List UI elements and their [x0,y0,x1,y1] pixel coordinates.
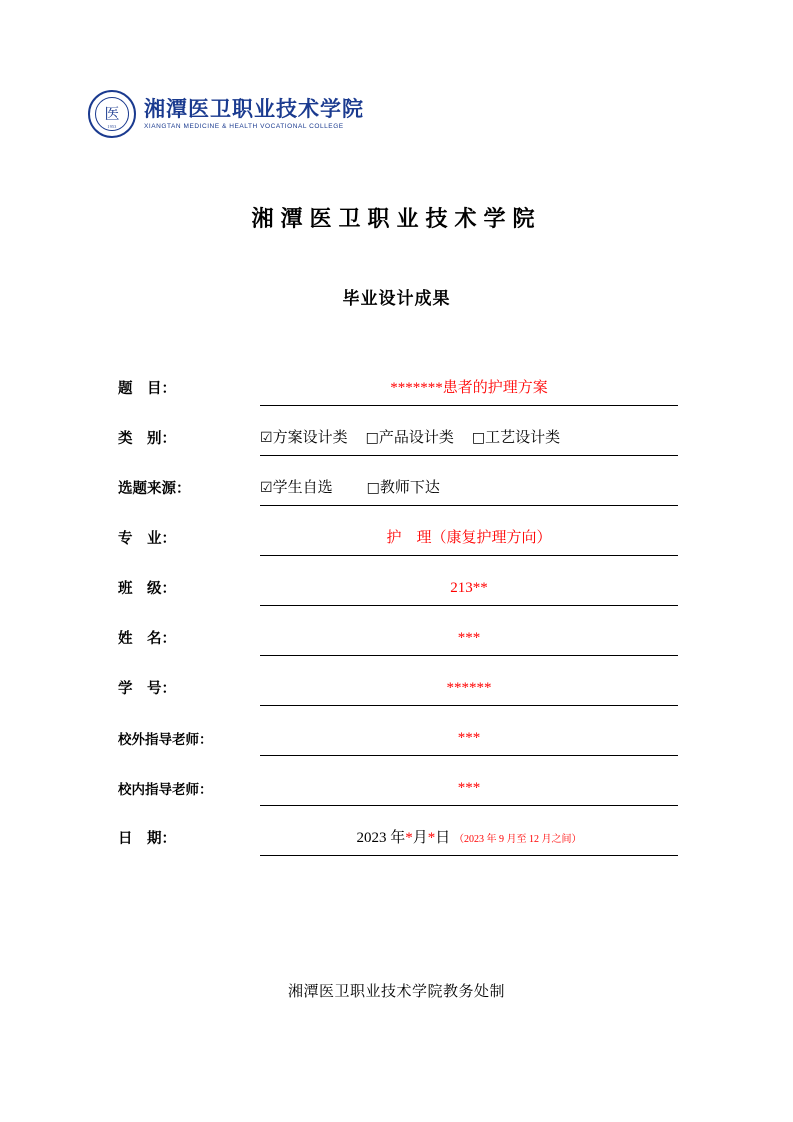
date-note: （2023 年 9 月至 12 月之间） [454,834,582,845]
field-date[interactable] [260,828,678,856]
footer-issuer: 湘潭医卫职业技术学院教务处制 [287,984,505,1000]
category-checkbox-group [260,428,678,449]
date-month-label: 月 [412,830,428,846]
field-major[interactable] [260,528,678,556]
label-title: 题 目： [118,381,176,397]
logo-text [144,97,364,130]
label-internal-advisor: 校内指导老师： [118,782,213,797]
field-student-id-value: ****** [446,680,492,696]
field-title[interactable] [260,378,678,406]
field-student-id[interactable] [260,678,678,706]
form-row-internal-advisor [118,756,678,806]
form-row-source [118,456,678,506]
checkbox-student-choice-label: 学生自选 [272,480,333,496]
checkbox-teacher-assigned[interactable] [367,478,440,499]
checkbox-product-design-box: □ [365,430,379,446]
checkbox-scheme-design-box: ☑ [260,430,273,446]
checkbox-process-design[interactable] [472,428,560,449]
label-name: 姓 名： [118,631,176,647]
form-row-major [118,506,678,556]
form-row-title [118,356,678,406]
checkbox-student-choice[interactable] [260,478,333,499]
form-row-student-id [118,656,678,706]
source-checkbox-group [260,478,678,499]
checkbox-product-design[interactable] [366,428,454,449]
checkbox-process-design-box: □ [471,430,486,446]
form-row-category [118,406,678,456]
seal-year: 1953 [107,124,117,129]
label-class: 班 级： [118,581,176,597]
page-title: 湘潭医卫职业技术学院 [251,206,542,231]
seal-glyph: 医 [104,104,120,123]
label-external-advisor: 校外指导老师： [118,732,213,747]
date-day-star: * [427,830,436,846]
label-source: 选题来源： [118,481,191,497]
logo-name-cn: 湘潭医卫职业技术学院 [144,96,364,122]
date-day-label: 日 [435,830,451,846]
form-row-class [118,556,678,606]
field-class[interactable] [260,578,678,606]
college-seal-icon [88,90,136,138]
checkbox-process-design-label: 工艺设计类 [485,430,561,446]
field-class-value: 213** [450,580,488,596]
field-internal-advisor-value: *** [457,780,481,796]
field-title-value: *******患者的护理方案 [390,380,548,396]
form-row-date [118,806,678,856]
checkbox-scheme-design[interactable] [260,428,348,449]
label-student-id: 学 号： [118,681,176,697]
checkbox-scheme-design-label: 方案设计类 [272,430,348,446]
logo-name-en: XIANGTAN MEDICINE & HEALTH VOCATIONAL COLLEGE [144,123,344,131]
document-subtitle: 毕业设计成果 [342,289,451,308]
checkbox-product-design-label: 产品设计类 [378,430,454,446]
checkbox-teacher-assigned-label: 教师下达 [379,480,440,496]
form-row-name [118,606,678,656]
field-name-value: *** [457,630,481,646]
field-internal-advisor[interactable] [260,778,678,806]
label-major: 专 业： [118,531,176,547]
field-external-advisor[interactable] [260,728,678,756]
form-row-external-advisor [118,706,678,756]
cover-form [118,356,678,856]
field-external-advisor-value: *** [457,730,481,746]
field-category[interactable] [260,428,678,456]
field-major-value: 护 理（康复护理方向） [386,530,552,546]
date-month-star: * [405,830,413,846]
field-name[interactable] [260,628,678,656]
label-category: 类 别： [118,431,176,447]
college-logo [88,88,364,140]
date-year: 2023 年 [356,830,406,846]
field-source[interactable] [260,478,678,506]
checkbox-teacher-assigned-box: □ [366,480,380,496]
label-date: 日 期： [118,831,176,847]
checkbox-student-choice-box: ☑ [260,480,273,496]
field-date-value [356,830,581,846]
